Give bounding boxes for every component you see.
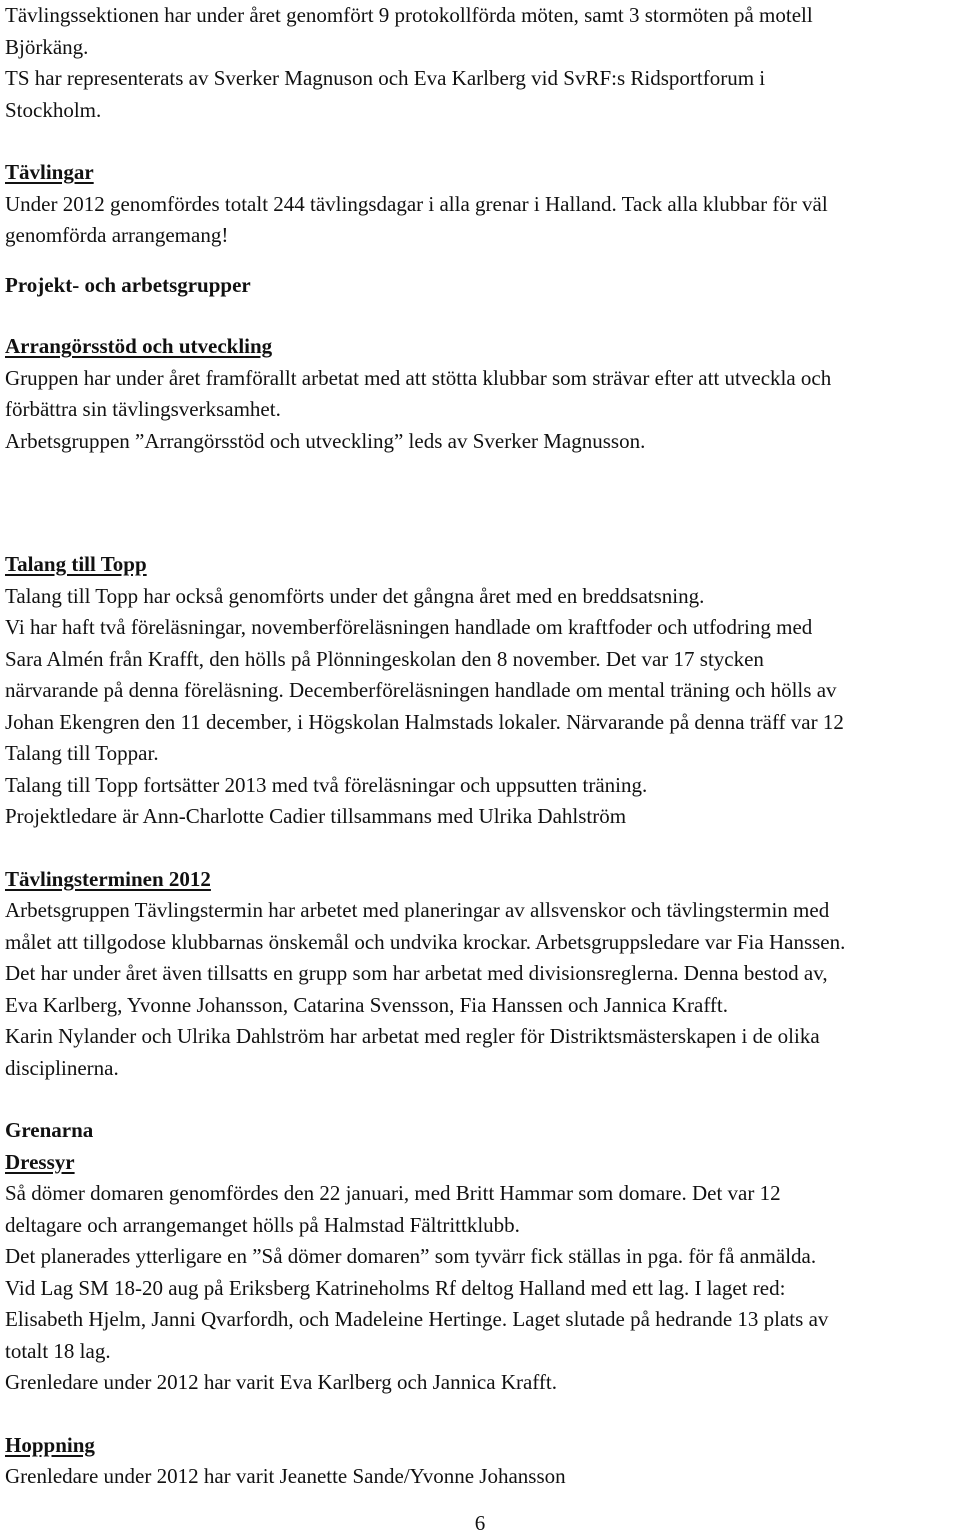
paragraph-line: Björkäng. xyxy=(5,34,89,59)
paragraph-line: Gruppen har under året framförallt arbetat med att stötta klubbar som strävar efter att utveckla och xyxy=(5,365,832,390)
section-heading-hoppning: Hoppning xyxy=(5,1432,95,1457)
paragraph-line: Så dömer domaren genomfördes den 22 januari, med Britt Hammar som domare. Det var 12 xyxy=(5,1181,781,1205)
paragraph-line: totalt 18 lag. xyxy=(5,1338,111,1363)
paragraph-line: TS har representerats av Sverker Magnuson och Eva Karlberg vid SvRF:s Ridsportforum i xyxy=(5,66,766,90)
paragraph-line: Vid Lag SM 18-20 aug på Eriksberg Katrineholms Rf deltog Halland med ett lag. I laget red: xyxy=(5,1275,786,1300)
section-heading-grenarna: Grenarna xyxy=(5,1118,94,1142)
paragraph-line: Grenledare under 2012 har varit Eva Karlberg och Jannica Krafft. xyxy=(5,1370,557,1394)
paragraph-line: Johan Ekengren den 11 december, i Högskolan Halmstads lokaler. Närvarande på denna träff var 12 xyxy=(5,709,844,734)
paragraph-line: Karin Nylander och Ulrika Dahlström har arbetat med regler för Distriktsmästerskapen i de olika xyxy=(5,1024,820,1048)
section-heading-projekt: Projekt- och arbetsgrupper xyxy=(5,272,251,297)
paragraph-line: Sara Almén från Krafft, den hölls på Plönningeskolan den 8 november. Det var 17 stycken xyxy=(5,646,764,671)
paragraph-line: målet att tillgodose klubbarnas önskemål och undvika krockar. Arbetsgruppsledare var Fia Hanssen. xyxy=(5,929,846,954)
paragraph-line: Det har under året även tillsatts en grupp som har arbetat med divisionsreglerna. Denna bestod av, xyxy=(5,961,828,985)
paragraph-line: Arbetsgruppen ”Arrangörsstöd och utveckling” leds av Sverker Magnusson. xyxy=(5,428,646,453)
paragraph-line: Tävlingssektionen har under året genomfört 9 protokollförda möten, samt 3 stormöten på motell xyxy=(5,3,813,27)
section-heading-talang: Talang till Topp xyxy=(5,552,147,576)
paragraph-line: Eva Karlberg, Yvonne Johansson, Catarina Svensson, Fia Hanssen och Jannica Krafft. xyxy=(5,992,729,1017)
paragraph-line: Stockholm. xyxy=(5,97,102,122)
intro-section xyxy=(5,0,957,126)
talang-section xyxy=(5,549,957,833)
section-heading-tavlingar: Tävlingar xyxy=(5,160,94,184)
paragraph-line: Talang till Toppar. xyxy=(5,741,159,765)
paragraph-line: närvarande på denna föreläsning. Decemberföreläsningen handlade om mental träning och hölls av xyxy=(5,678,837,702)
paragraph-line: Under 2012 genomfördes totalt 244 tävlingsdagar i alla grenar i Halland. Tack alla klubbar för väl xyxy=(5,191,828,216)
paragraph-line: genomförda arrangemang! xyxy=(5,223,229,247)
paragraph-line: Talang till Topp har också genomförts under det gångna året med en breddsatsning. xyxy=(5,583,705,608)
paragraph-line: Vi har haft två föreläsningar, novemberföreläsningen handlade om kraftfoder och utfodring med xyxy=(5,615,813,639)
grenarna-section xyxy=(5,1115,957,1399)
paragraph-line: Elisabeth Hjelm, Janni Qvarfordh, och Madeleine Hertinge. Laget slutade på hedrande 13 plats av xyxy=(5,1307,829,1331)
hoppning-section xyxy=(5,1430,957,1493)
section-heading-arrangorsstod: Arrangörsstöd och utveckling xyxy=(5,334,273,358)
paragraph-line: Talang till Topp fortsätter 2013 med två föreläsningar och uppsutten träning. xyxy=(5,772,648,797)
section-heading-tavlingsterminen: Tävlingsterminen 2012 xyxy=(5,866,211,891)
projekt-section xyxy=(5,270,957,302)
paragraph-line: Grenledare under 2012 har varit Jeanette Sande/Yvonne Johansson xyxy=(5,1464,566,1488)
paragraph-line: Arbetsgruppen Tävlingstermin har arbetet med planeringar av allsvenskor och tävlingstermin med xyxy=(5,898,830,922)
paragraph-line: Det planerades ytterligare en ”Så dömer domaren” som tyvärr fick ställas in pga. för få anmälda. xyxy=(5,1244,817,1268)
page-number: 6 xyxy=(474,1511,486,1535)
arrangorsstod-section xyxy=(5,331,957,457)
paragraph-line: förbättra sin tävlingsverksamhet. xyxy=(5,397,281,421)
tavlingsterminen-section xyxy=(5,864,957,1085)
tavlingar-section xyxy=(5,157,957,252)
paragraph-line: deltagare och arrangemanget hölls på Halmstad Fältrittklubb. xyxy=(5,1212,520,1237)
paragraph-line: disciplinerna. xyxy=(5,1055,119,1080)
paragraph-line: Projektledare är Ann-Charlotte Cadier tillsammans med Ulrika Dahlström xyxy=(5,804,627,828)
document-page xyxy=(5,0,957,1493)
section-heading-dressyr: Dressyr xyxy=(5,1149,75,1174)
